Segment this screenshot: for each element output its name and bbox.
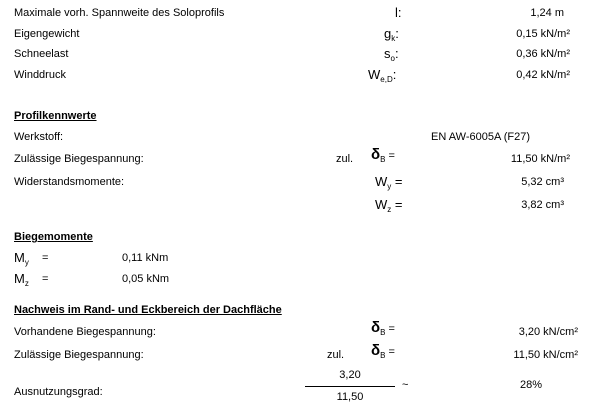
present-stress-value: 3,20 kN/cm²	[518, 326, 578, 338]
profile-heading: Profilkennwerte	[14, 110, 97, 122]
proof-allowable-value: 11,50 kN/cm²	[513, 349, 578, 361]
wind-pressure-value: 0,42 kN/m²	[516, 69, 570, 81]
proof-allowable-symbol: $\delta_B$ =	[371, 342, 395, 360]
section-modulus-label: Widerstandsmomente:	[14, 176, 125, 188]
mz-equals: =	[42, 273, 49, 285]
span-label: Maximale vorh. Spannweite des Soloprofils	[14, 7, 225, 19]
present-stress-symbol: $\delta_B$ =	[371, 319, 395, 337]
fraction-numerator: 3,20	[339, 369, 361, 381]
span-value: 1,24 m	[530, 7, 564, 19]
wz-symbol: $W_z$ =	[375, 197, 403, 214]
span-symbol: l:	[395, 5, 402, 20]
proof-zul-marker: zul.	[327, 349, 345, 361]
zul-marker: zul.	[336, 153, 354, 165]
material-label: Werkstoff:	[14, 131, 64, 143]
proof-allowable-label: Zulässige Biegespannung:	[14, 349, 144, 361]
my-equals: =	[42, 252, 49, 264]
snow-load-symbol: $s_o$:	[384, 46, 399, 63]
material-value: EN AW-6005A (F27)	[431, 131, 531, 143]
self-weight-symbol: $g_k$:	[384, 26, 399, 43]
wz-value: 3,82 cm³	[521, 199, 564, 211]
fraction-bar	[305, 386, 395, 387]
present-stress-label: Vorhandene Biegespannung:	[14, 326, 156, 338]
approx-sign: ~	[402, 379, 409, 391]
snow-load-value: 0,36 kN/m²	[516, 48, 570, 60]
allowable-stress-label: Zulässige Biegespannung:	[14, 153, 144, 165]
snow-load-label: Schneelast	[14, 48, 69, 60]
fraction-denominator: 11,50	[336, 391, 364, 403]
self-weight-label: Eigengewicht	[14, 28, 80, 40]
mz-value: 0,05 kNm	[122, 273, 170, 285]
moments-heading: Biegemomente	[14, 231, 93, 243]
wind-pressure-label: Winddruck	[14, 69, 66, 81]
my-symbol: $M_y$	[14, 250, 29, 267]
wind-pressure-symbol: $W_{e,D}$:	[368, 67, 397, 84]
allowable-stress-symbol: $\delta_B$ =	[371, 146, 395, 164]
mz-symbol: $M_z$	[14, 271, 29, 288]
allowable-stress-value: 11,50 kN/m²	[510, 153, 570, 165]
wy-symbol: $W_y$ =	[375, 174, 403, 191]
utilization-value: 28%	[520, 379, 543, 391]
self-weight-value: 0,15 kN/m²	[516, 28, 570, 40]
wy-value: 5,32 cm³	[521, 176, 564, 188]
proof-heading: Nachweis im Rand- und Eckbereich der Dachfläche	[14, 304, 282, 316]
utilization-label: Ausnutzungsgrad:	[14, 386, 103, 398]
my-value: 0,11 kNm	[122, 252, 169, 264]
